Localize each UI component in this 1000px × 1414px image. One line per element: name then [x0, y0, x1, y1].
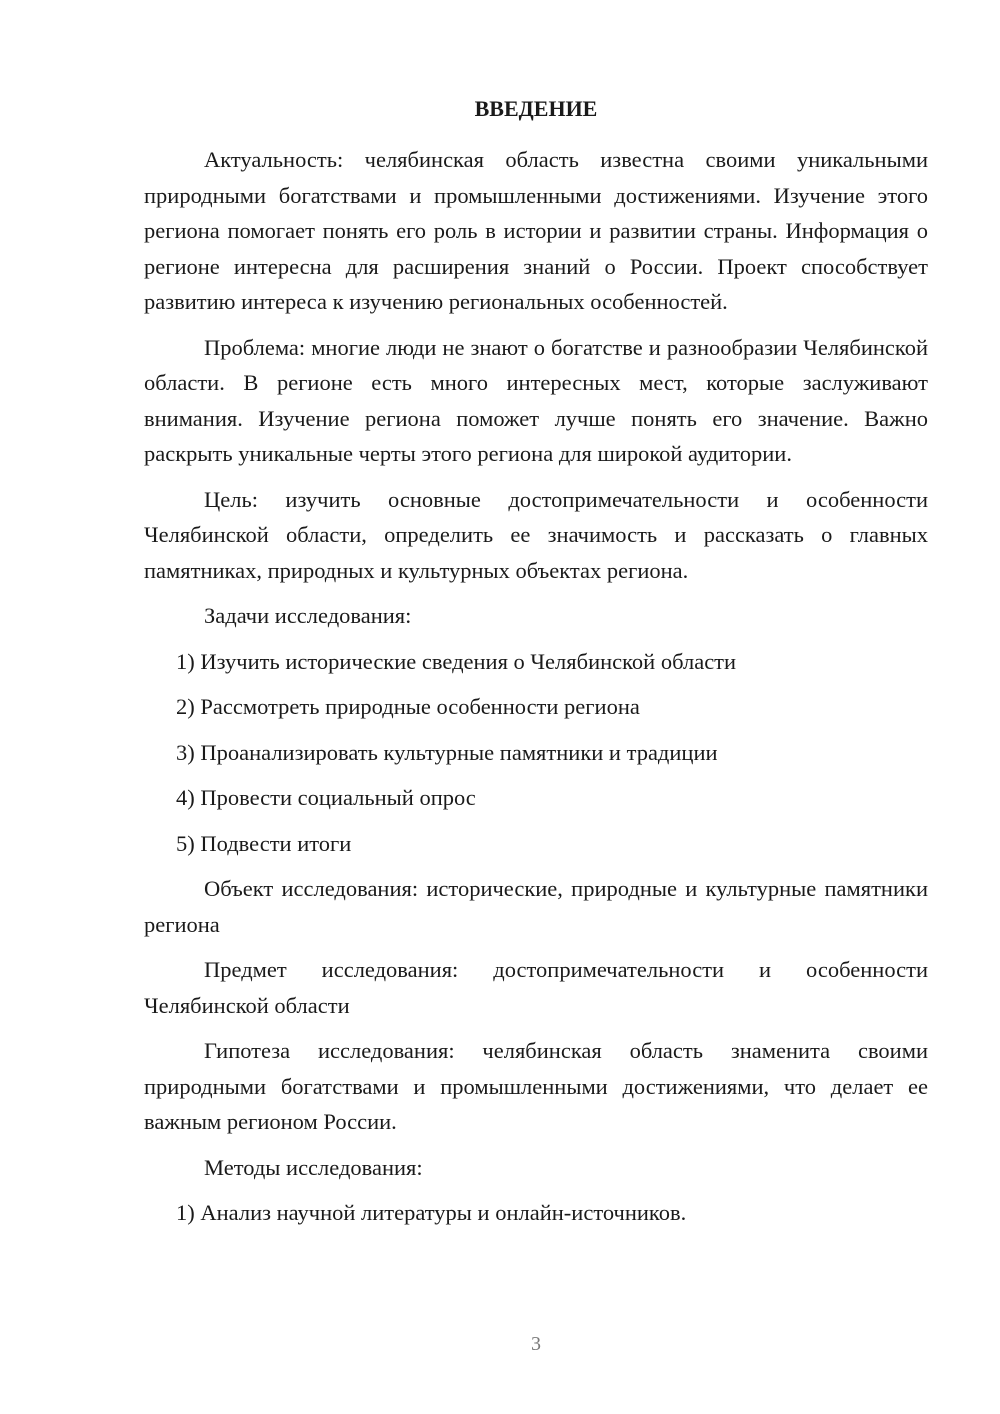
list-item: 5) Подвести итоги — [176, 830, 352, 856]
methods-heading: Методы исследования: — [204, 1154, 423, 1180]
object-paragraph: Объект исследования: исторические, природные и культурные памятники региона — [144, 876, 928, 937]
list-item: 4) Провести социальный опрос — [176, 785, 476, 810]
methods-list — [144, 1195, 928, 1231]
page-title: ВВЕДЕНИЕ — [474, 96, 598, 121]
hypothesis-paragraph: Гипотеза исследования: челябинская область знаменита своими природными богатствами и промышленными достижениями, что делает ее важным регионом России. — [144, 1038, 928, 1134]
problem-paragraph: Проблема: многие люди не знают о богатстве и разнообразии Челябинской области. В регионе есть много интересных мест, которые заслуживают внимания. Изучение региона поможет лучше понять его значение. Важно раскрыть уникальные черты этого региона для широкой аудитории. — [144, 334, 928, 466]
page-number: 3 — [531, 1333, 541, 1355]
list-item: 3) Проанализировать культурные памятники и традиции — [176, 739, 718, 765]
goal-paragraph: Цель: изучить основные достопримечательности и особенности Челябинской области, определить ее значимость и рассказать о главных памятниках, природных и культурных объектах региона. — [144, 486, 928, 583]
document-body — [144, 142, 928, 1241]
list-item: 1) Анализ научной литературы и онлайн-источников. — [176, 1200, 687, 1225]
list-item: 1) Изучить исторические сведения о Челябинской области — [176, 648, 737, 674]
list-item: 2) Рассмотреть природные особенности региона — [176, 694, 640, 719]
relevance-paragraph: Актуальность: челябинская область известна своими уникальными природными богатствами и промышленными достижениями. Изучение этого региона помогает понять его роль в истории и развитии страны. Информация о регионе интересна для расширения знаний о России. Проект способствует развитию интереса к изучению региональных особенностей. — [144, 147, 928, 314]
tasks-list — [144, 644, 928, 862]
subject-paragraph: Предмет исследования: достопримечательности и особенности Челябинской области — [144, 957, 928, 1018]
tasks-heading: Задачи исследования: — [204, 603, 412, 628]
